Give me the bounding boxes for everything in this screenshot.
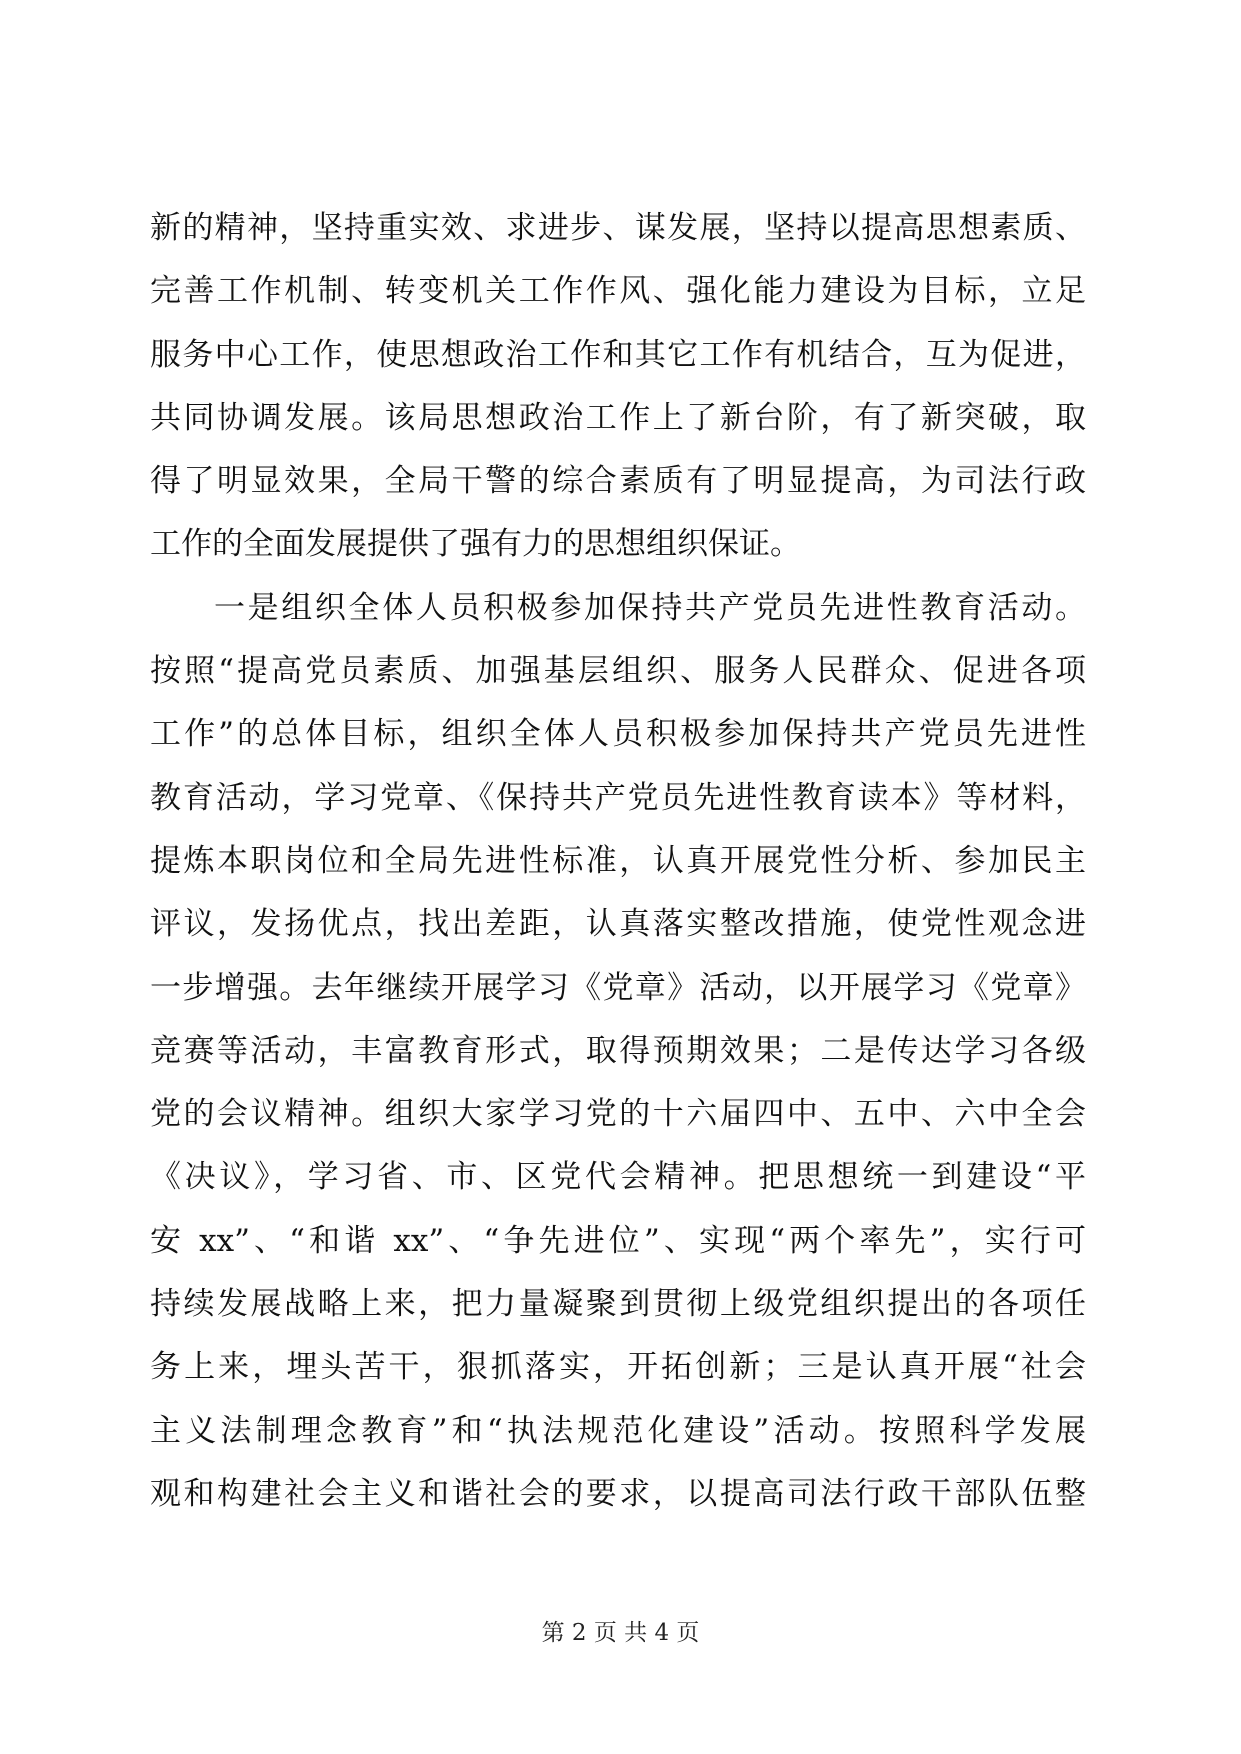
page-number-footer: 第 2 页 共 4 页 bbox=[541, 1620, 700, 1646]
text-line: 新的精神，坚持重实效、求进步、谋发展，坚持以提高思想素质、 bbox=[150, 210, 1086, 246]
text-line: 党的会议精神。组织大家学习党的十六届四中、五中、六中全会 bbox=[150, 1096, 1086, 1133]
text-line: 得了明显效果，全局干警的综合素质有了明显提高，为司法行政 bbox=[150, 463, 1086, 500]
text-line: 评议，发扬优点，找出差距，认真落实整改措施，使党性观念进 bbox=[150, 906, 1086, 943]
text-line: 《决议》，学习省、市、区党代会精神。把思想统一到建设“平 bbox=[150, 1159, 1086, 1196]
text-line: 持续发展战略上来，把力量凝聚到贯彻上级党组织提出的各项任 bbox=[150, 1286, 1086, 1323]
text-line: 服务中心工作，使思想政治工作和其它工作有机结合，互为促进， bbox=[150, 336, 1086, 373]
text-line: 教育活动，学习党章、《保持共产党员先进性教育读本》等材料， bbox=[150, 779, 1086, 816]
document-body bbox=[150, 197, 1086, 1526]
text-line: 安 xx”、“和谐 xx”、“争先进位”、实现“两个率先”，实行可 bbox=[150, 1222, 1086, 1259]
text-line: 提炼本职岗位和全局先进性标准，认真开展党性分析、参加民主 bbox=[150, 842, 1086, 879]
paragraph-first-line: 一是组织全体人员积极参加保持共产党员先进性教育活动。 bbox=[214, 589, 1086, 626]
text-line: 主义法制理念教育”和“执法规范化建设”活动。按照科学发展 bbox=[150, 1412, 1086, 1449]
text-line: 工作的全面发展提供了强有力的思想组织保证。 bbox=[150, 526, 801, 563]
text-line: 一步增强。去年继续开展学习《党章》活动，以开展学习《党章》 bbox=[150, 969, 1086, 1006]
text-line: 观和构建社会主义和谐社会的要求，以提高司法行政干部队伍整 bbox=[150, 1475, 1086, 1512]
text-line: 共同协调发展。该局思想政治工作上了新台阶，有了新突破，取 bbox=[150, 399, 1086, 436]
text-line: 按照“提高党员素质、加强基层组织、服务人民群众、促进各项 bbox=[150, 653, 1086, 690]
text-line: 完善工作机制、转变机关工作作风、强化能力建设为目标，立足 bbox=[150, 273, 1086, 310]
text-line: 务上来，埋头苦干，狠抓落实，开拓创新；三是认真开展“社会 bbox=[150, 1349, 1086, 1386]
text-line: 工作”的总体目标，组织全体人员积极参加保持共产党员先进性 bbox=[150, 716, 1086, 753]
text-line: 竞赛等活动，丰富教育形式，取得预期效果；二是传达学习各级 bbox=[150, 1032, 1086, 1069]
